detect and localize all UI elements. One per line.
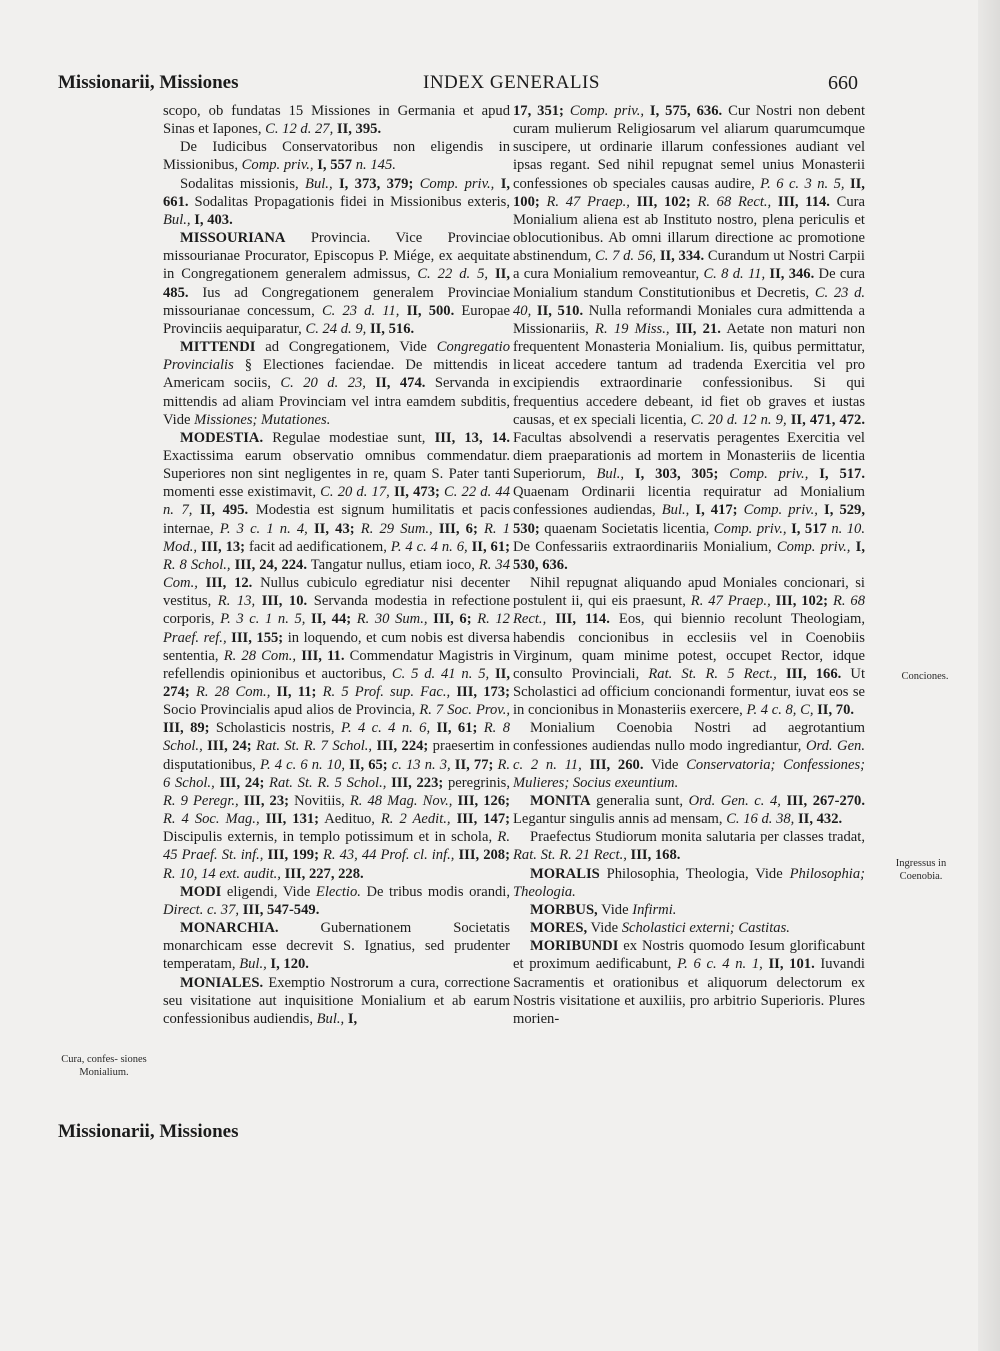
left-paragraph: MITTENDI ad Congregationem, Vide Congregatio Provincialis § Electiones faciendae. De mittendis in Americam sociis, C. 20 d. 23, II, 474. Servanda in mittendis ad aliam Provinciam vel intra eamdem subditis, Vide Missiones; Mutationes. xyxy=(163,339,511,428)
running-head-title: INDEX GENERALIS xyxy=(423,72,600,93)
right-paragraph: Nihil repugnat aliquando apud Moniales concionari, si postulent ii, qui eis praesunt, R. 47 Praep., III, 102; R. 68 Rect., III, 114. Eos, qui biennio recolunt Theologiam, habendis concionibus in ecclesiis vel in Coenobiis Virginum, quam minime potest, occupet Rector, idque consulto Provinciali, Rat. St. R. 5 Rect., III, 166. Ut Scholastici ad officium concionandi formentur, iuvat eos se in concionibus in Monasteriis exercere, P. 4 c. 8, C, II, 70. xyxy=(513,575,866,719)
right-paragraph: Monialium Coenobia Nostri ad aegrotantium confessiones audiendas nullo modo ingrediantur, Ord. Gen. c. 2 n. 11, III, 260. Vide Conservatoria; Confessiones; Mulieres; Socius exeuntium. xyxy=(513,720,865,791)
left-paragraph: scopo, ob fundatas 15 Missiones in Germania et apud Sinas et Iapones, C. 12 d. 27, II, 395. xyxy=(163,103,510,138)
left-paragraph: Sodalitas missionis, Bul., I, 373, 379; Comp. priv., I, 661. Sodalitas Propagationis fidei in Missionibus exteris, Bul., I, 403. xyxy=(163,175,511,228)
margin-note-ingressus: Ingressus in Coenobia. xyxy=(895,858,947,882)
left-paragraph: MODI eligendi, Vide Electio. De tribus modis orandi, Direct. c. 37, III, 547-549. xyxy=(163,883,510,918)
right-paragraph: Praefectus Studiorum monita salutaria per classes tradat, Rat. St. R. 21 Rect., III, 168. xyxy=(513,829,865,864)
left-paragraph: MISSOURIANA Provincia. Vice Provinciae missourianae Procurator, Episcopus P. Miége, ex aequitate in Congregationem generalem admissus, C. 22 d. 5, II, 485. Ius ad Congregationem generalem Provinciae missourianae concessum, C. 23 d. 11, II, 500. Europae Provinciis aequiparatur, C. 24 d. 9, II, 516. xyxy=(163,230,510,337)
left-column xyxy=(163,102,510,1028)
right-column xyxy=(513,102,865,1028)
left-paragraph: MODESTIA. Regulae modestiae sunt, III, 13, 14. Exactissima earum observatio omnibus commendatur. Superiores non sint negligentes in re, quam S. Pater tanti momenti esse existimavit, C. 20 d. 17, II, 473; C. 22 d. 44 n. 7, II, 495. Modestia est signum humilitatis et pacis internae, P. 3 c. 1 n. 4, II, 43; R. 29 Sum., III, 6; R. 1 Mod., III, 13; facit ad aedificationem, P. 4 c. 4 n. 6, II, 61; R. 8 Schol., III, 24, 224. Tangatur nullus, etiam ioco, R. 34 Com., III, 12. Nullus cubiculo egrediatur nisi decenter vestitus, R. 13, III, 10. Servanda modestia in refectione corporis, P. 3 c. 1 n. 5, II, 44; R. 30 Sum., III, 6; R. 12 Praef. ref., III, 155; in loquendo, et cum nobis est diversa sententia, R. 28 Com., III, 11. Commendatur Magistris in refellendis opinionibus et auctoribus, C. 5 d. 41 n. 5, II, 274; R. 28 Com., II, 11; R. 5 Prof. sup. Fac., III, 173; Socio Provincialis apud alios de Provincia, R. 7 Soc. Prov., III, 89; Scholasticis nostris, P. 4 c. 4 n. 6, II, 61; R. 8 Schol., III, 24; Rat. St. R. 7 Schol., III, 224; praesertim in disputationibus, P. 4 c. 6 n. 10, II, 65; c. 13 n. 3, II, 77; R. 6 Schol., III, 24; Rat. St. R. 5 Schol., III, 223; peregrinis, R. 9 Peregr., III, 23; Novitiis, R. 48 Mag. Nov., III, 126; R. 4 Soc. Mag., III, 131; Aedituo, R. 2 Aedit., III, 147; Discipulis externis, in templo potissimum et in schola, R. 45 Praef. St. inf., III, 199; R. 43, 44 Prof. cl. inf., III, 208; R. 10, 14 ext. audit., III, 227, 228. xyxy=(163,429,511,882)
right-paragraph: MORALIS Philosophia, Theologia, Vide Philosophia; Theologia. xyxy=(513,865,865,900)
right-paragraph: MORES, Vide Scholastici externi; Castitas. xyxy=(530,920,790,937)
margin-note-cura: Cura, confes- siones Monialium. xyxy=(61,1054,147,1078)
right-paragraph: MORIBUNDI ex Nostris quomodo Iesum glorificabunt et proximum aedificabunt, P. 6 c. 4 n. 1, II, 101. Iuvandi Sacramentis et orationibus et aliquorum delectorum ex Nostris visitatione et auxiliis, pro arbitrio Superioris. Plures morien- xyxy=(513,938,865,1027)
left-paragraph: MONIALES. Exemptio Nostrorum a cura, correctione seu visitatione aut inquisitione Monialium et ab earum confessionibus audiendis, Bul., I, xyxy=(163,974,510,1027)
left-paragraph: De Iudicibus Conservatoribus non eligendis in Missionibus, Comp. priv., I, 557 n. 145. xyxy=(163,139,510,174)
right-paragraph: 17, 351; Comp. priv., I, 575, 636. Cur Nostri non debent curam mulierum Religiosarum vel aliarum quarumcumque suscipere, ut ordinarie illarum confessiones audiant vel ipsas regant. Sed nihil repugnat semel unius Monasterii confessiones ob speciales causas audire, P. 6 c. 3 n. 5, II, 100; R. 47 Praep., III, 102; R. 68 Rect., III, 114. Cura Monialium aliena est ab Instituto nostro, plena periculis et oblocutionibus. Ab omni illarum directione ac promotione abstinendum, C. 7 d. 56, II, 334. Curandum ut Nostri Carpii a cura Monialium removeantur, C. 8 d. 11, II, 346. De cura Monialium standum Constitutionibus et Decretis, C. 23 d. 40, II, 510. Nulla reformandi Moniales cura admittenda a Missionariis, R. 19 Miss., III, 21. Aetate non maturi non frequentent Monasteria Monialium. Iis, quibus permittatur, liceat accedere tantum ad tradenda Exercitia vel pro excipiendis extraordinarie confessionibus. Si qui frequentius accedere debeant, id fiet ob graves et iustas causas, et ex speciali licentia, C. 20 d. 12 n. 9, II, 471, 472. Facultas absolvendi a reservatis peragentes Exercitia vel diem praeparationis ad mortem in Monasteriis de licentia Superiorum, Bul., I, 303, 305; Comp. priv., I, 517. Quaenam Ordinarii licentia requiratur ad Monialium confessiones audiendas, Bul., I, 417; Comp. priv., I, 529, 530; quaenam Societatis licentia, Comp. priv., I, 517 n. 10. De Confessariis extraordinariis Monialium, Comp. priv., I, 530, 636. xyxy=(513,103,866,573)
page-edge-shadow xyxy=(978,0,1000,1351)
right-paragraph: MONITA generalia sunt, Ord. Gen. c. 4, III, 267-270. Legantur singulis annis ad mensam, C. 16 d. 38, II, 432. xyxy=(513,792,865,828)
page-number: 660 xyxy=(828,72,858,94)
running-head-left: Missionarii, Missiones xyxy=(58,72,239,93)
left-paragraph: MONARCHIA. Gubernationem Societatis monarchicam esse decrevit S. Ignatius, sed prudenter temperatam, Bul., I, 120. xyxy=(163,920,510,973)
margin-note-conciones: Conciones. xyxy=(901,671,949,682)
catchword: Missionarii, Missiones xyxy=(58,1121,239,1142)
right-paragraph: MORBUS, Vide Infirmi. xyxy=(530,901,677,918)
